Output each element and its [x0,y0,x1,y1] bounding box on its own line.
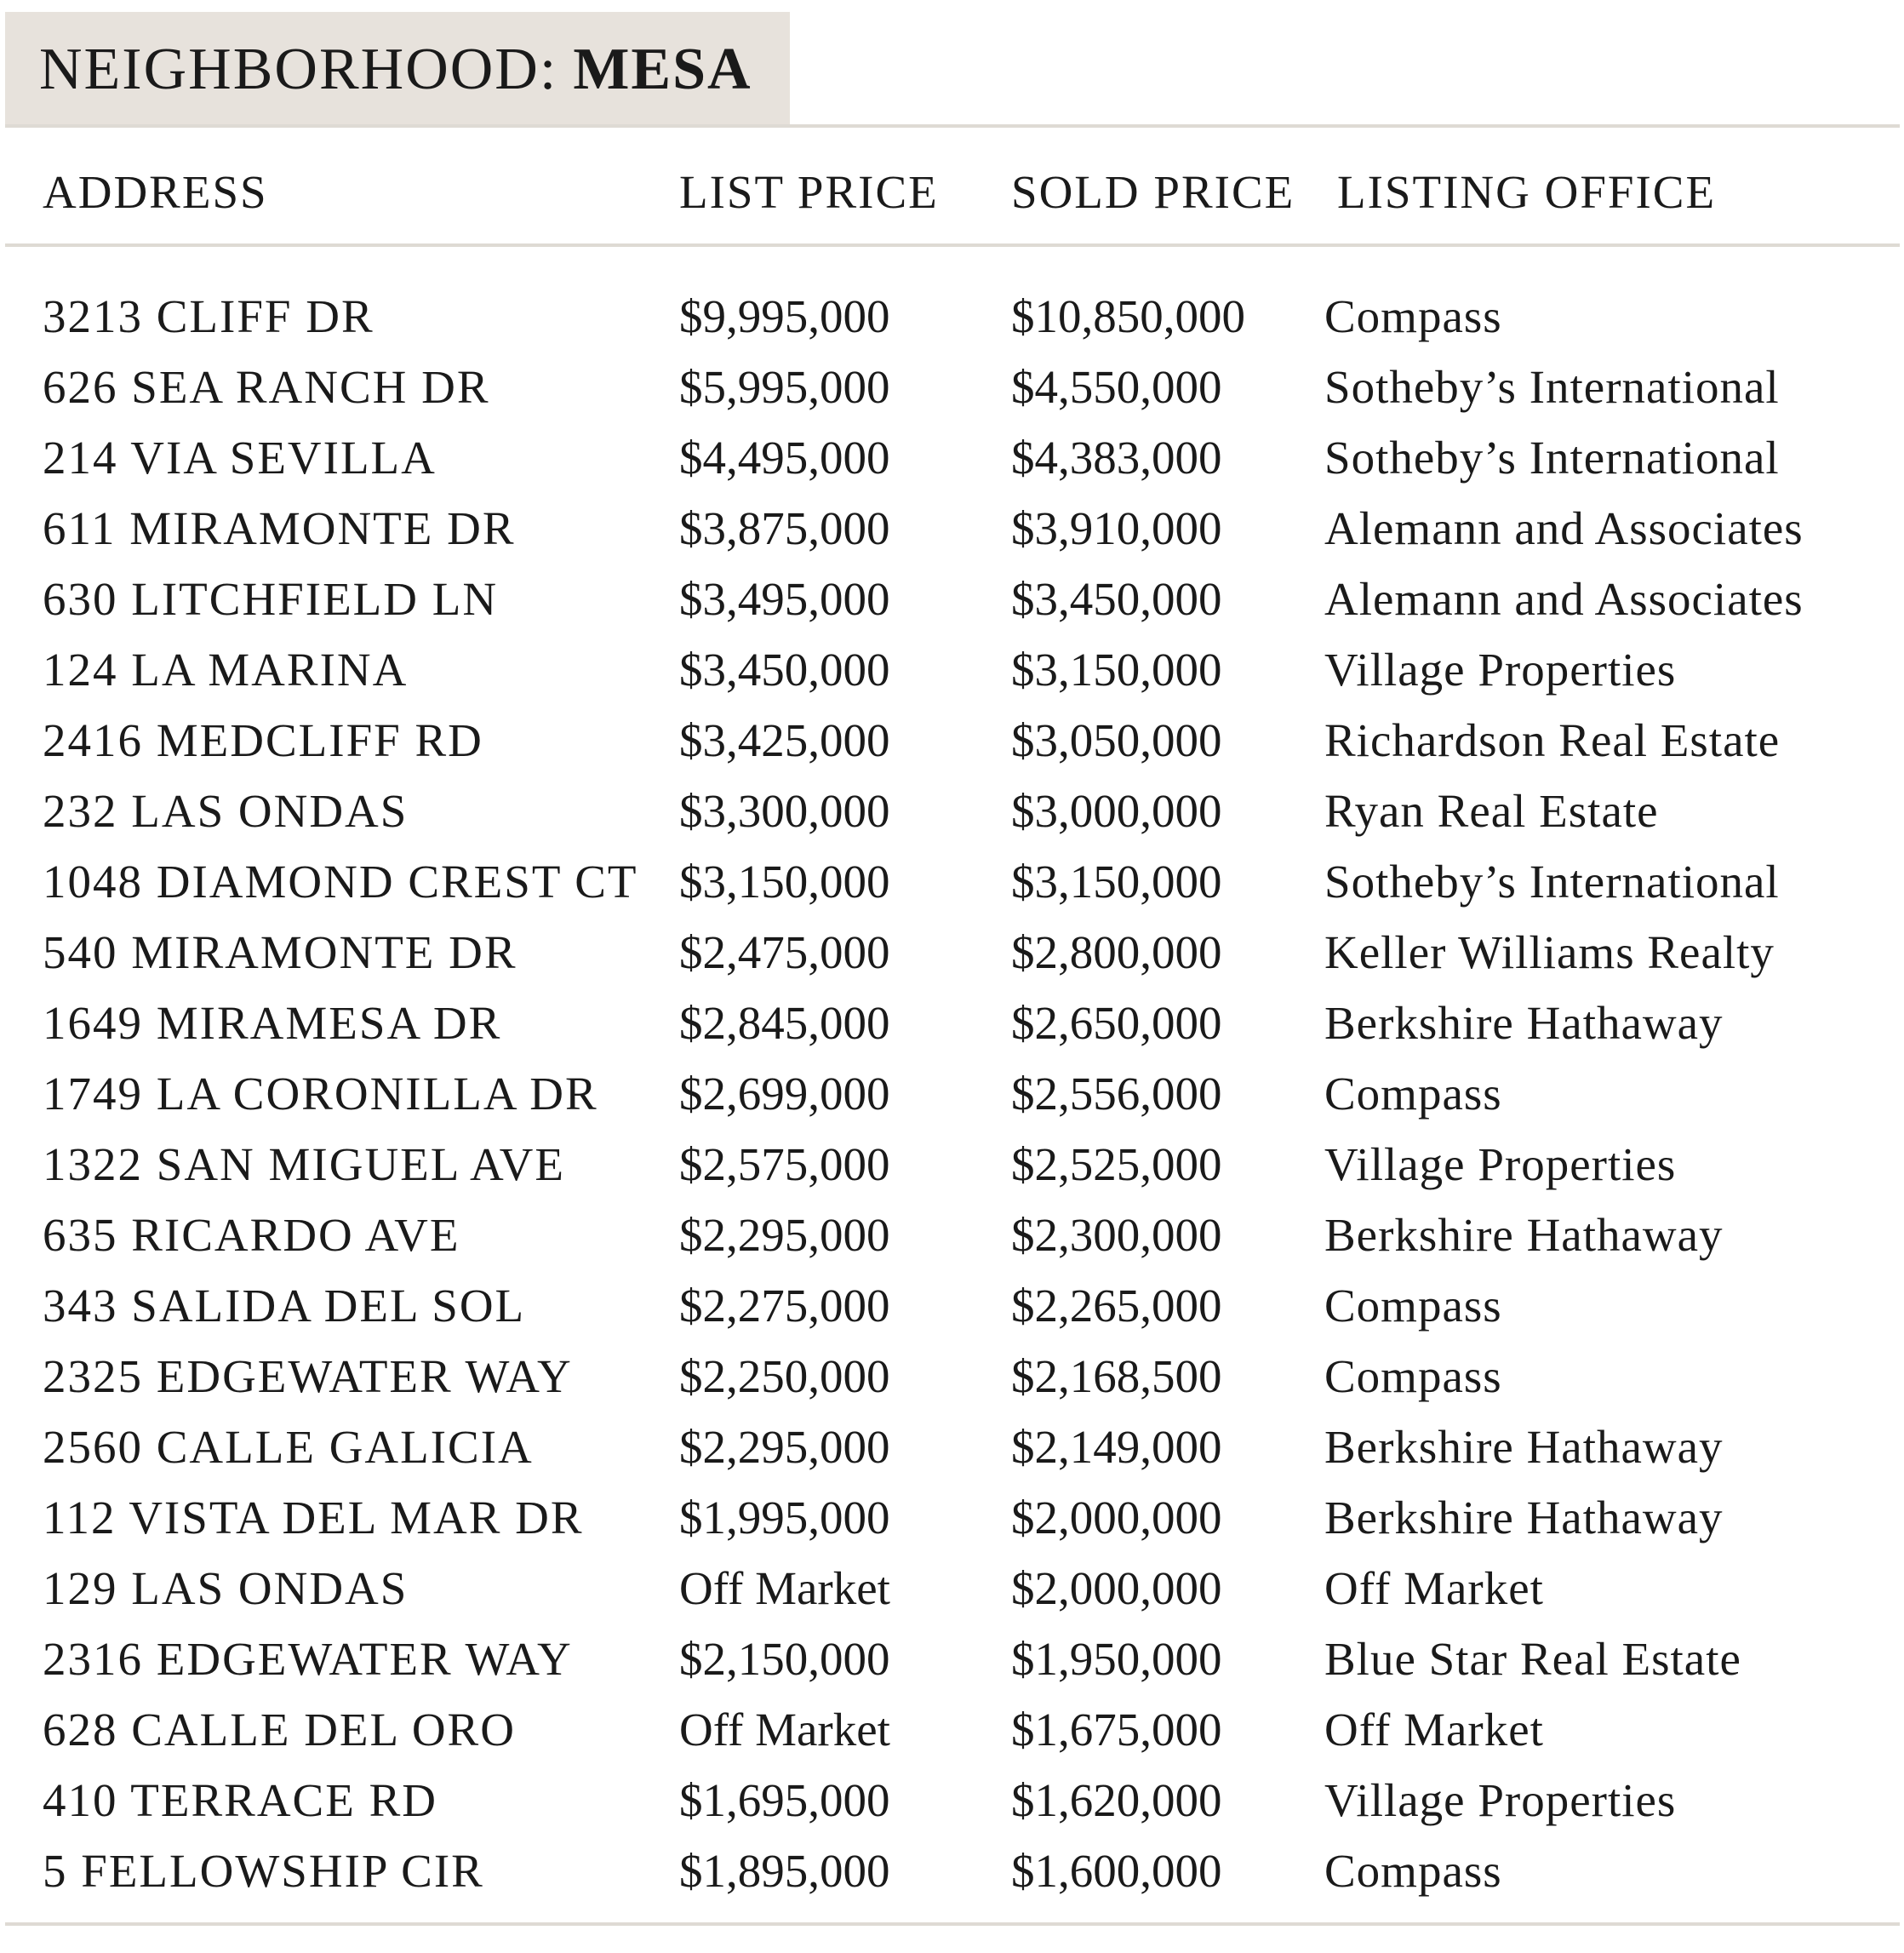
cell-listing-office: Village Properties [1324,1138,1677,1190]
cell-address: 540 MIRAMONTE DR [43,926,517,978]
cell-list-price: $5,995,000 [679,361,890,413]
table-row [0,1058,1904,1129]
table-row [0,1765,1904,1836]
cell-list-price: $3,150,000 [679,856,890,908]
cell-listing-office: Off Market [1324,1704,1544,1755]
table-row [0,1412,1904,1482]
cell-list-price: $3,425,000 [679,714,890,766]
cell-sold-price: $2,168,500 [1011,1350,1222,1402]
cell-listing-office: Keller Williams Realty [1324,926,1775,978]
table-row [0,564,1904,634]
cell-address: 129 LAS ONDAS [43,1562,409,1614]
cell-sold-price: $2,149,000 [1011,1421,1222,1473]
cell-listing-office: Compass [1324,1845,1502,1897]
table-row [0,1482,1904,1553]
table-row [0,1624,1904,1694]
cell-listing-office: Village Properties [1324,1774,1677,1826]
table-row [0,281,1904,352]
cell-list-price: $1,995,000 [679,1492,890,1544]
header-sold-price: SOLD PRICE [1011,166,1295,218]
cell-sold-price: $4,383,000 [1011,432,1222,484]
cell-address: 343 SALIDA DEL SOL [43,1280,526,1332]
cell-list-price: Off Market [679,1562,890,1614]
table-row [0,1270,1904,1341]
cell-listing-office: Sotheby’s International [1324,361,1780,413]
table-row [0,1694,1904,1765]
cell-address: 112 VISTA DEL MAR DR [43,1492,584,1544]
cell-sold-price: $2,000,000 [1011,1492,1222,1544]
cell-listing-office: Alemann and Associates [1324,573,1804,625]
cell-listing-office: Blue Star Real Estate [1324,1633,1741,1685]
table-row [0,705,1904,776]
cell-listing-office: Compass [1324,290,1502,342]
cell-listing-office: Ryan Real Estate [1324,785,1659,837]
cell-sold-price: $3,450,000 [1011,573,1222,625]
table-row [0,1553,1904,1624]
cell-address: 1048 DIAMOND CREST CT [43,856,638,908]
cell-sold-price: $2,300,000 [1011,1209,1222,1261]
cell-address: 410 TERRACE RD [43,1774,437,1826]
cell-address: 124 LA MARINA [43,644,409,696]
cell-listing-office: Village Properties [1324,644,1677,696]
header-listing-office: LISTING OFFICE [1337,166,1717,218]
cell-list-price: $2,275,000 [679,1280,890,1332]
cell-sold-price: $4,550,000 [1011,361,1222,413]
cell-listing-office: Berkshire Hathaway [1324,1421,1724,1473]
cell-address: 630 LITCHFIELD LN [43,573,499,625]
cell-list-price: $9,995,000 [679,290,890,342]
cell-address: 232 LAS ONDAS [43,785,409,837]
table-row [0,1129,1904,1200]
table-row [0,776,1904,846]
cell-address: 3213 CLIFF DR [43,290,375,342]
cell-list-price: $3,495,000 [679,573,890,625]
cell-sold-price: $2,000,000 [1011,1562,1222,1614]
header-list-price: LIST PRICE [679,166,939,218]
cell-address: 611 MIRAMONTE DR [43,502,516,554]
cell-list-price: $3,450,000 [679,644,890,696]
table-row [0,634,1904,705]
cell-address: 628 CALLE DEL ORO [43,1704,516,1755]
cell-sold-price: $1,620,000 [1011,1774,1222,1826]
cell-listing-office: Sotheby’s International [1324,856,1780,908]
cell-sold-price: $1,600,000 [1011,1845,1222,1897]
cell-address: 635 RICARDO AVE [43,1209,460,1261]
cell-listing-office: Sotheby’s International [1324,432,1780,484]
cell-sold-price: $2,556,000 [1011,1068,1222,1120]
cell-list-price: $3,300,000 [679,785,890,837]
cell-address: 214 VIA SEVILLA [43,432,437,484]
cell-sold-price: $1,675,000 [1011,1704,1222,1755]
cell-sold-price: $2,265,000 [1011,1280,1222,1332]
cell-address: 1322 SAN MIGUEL AVE [43,1138,565,1190]
cell-sold-price: $10,850,000 [1011,290,1245,342]
cell-sold-price: $1,950,000 [1011,1633,1222,1685]
cell-sold-price: $3,050,000 [1011,714,1222,766]
table-row [0,1836,1904,1906]
cell-address: 2416 MEDCLIFF RD [43,714,483,766]
cell-list-price: $3,875,000 [679,502,890,554]
cell-sold-price: $3,150,000 [1011,856,1222,908]
cell-listing-office: Alemann and Associates [1324,502,1804,554]
cell-list-price: $2,150,000 [679,1633,890,1685]
cell-address: 1649 MIRAMESA DR [43,997,502,1049]
cell-listing-office: Compass [1324,1280,1502,1332]
cell-listing-office: Off Market [1324,1562,1544,1614]
cell-listing-office: Berkshire Hathaway [1324,1209,1724,1261]
cell-sold-price: $3,910,000 [1011,502,1222,554]
title-neighborhood-name: MESA [573,37,752,102]
cell-list-price: $2,295,000 [679,1209,890,1261]
cell-address: 1749 LA CORONILLA DR [43,1068,598,1120]
cell-listing-office: Berkshire Hathaway [1324,1492,1724,1544]
cell-listing-office: Berkshire Hathaway [1324,997,1724,1049]
cell-list-price: $2,699,000 [679,1068,890,1120]
cell-list-price: $2,845,000 [679,997,890,1049]
bottom-divider [5,1922,1900,1926]
cell-list-price: $4,495,000 [679,432,890,484]
cell-listing-office: Compass [1324,1350,1502,1402]
cell-listing-office: Richardson Real Estate [1324,714,1781,766]
cell-list-price: $2,250,000 [679,1350,890,1402]
cell-list-price: Off Market [679,1704,890,1755]
cell-address: 2325 EDGEWATER WAY [43,1350,573,1402]
cell-list-price: $2,475,000 [679,926,890,978]
cell-sold-price: $2,650,000 [1011,997,1222,1049]
table-row [0,1200,1904,1270]
table-row [0,493,1904,564]
cell-sold-price: $2,525,000 [1011,1138,1222,1190]
cell-address: 2560 CALLE GALICIA [43,1421,534,1473]
table-row [0,1341,1904,1412]
cell-list-price: $1,895,000 [679,1845,890,1897]
cell-address: 2316 EDGEWATER WAY [43,1633,573,1685]
table-row [0,846,1904,917]
cell-sold-price: $3,000,000 [1011,785,1222,837]
table-row [0,917,1904,988]
title-label: NEIGHBORHOOD: [39,37,558,102]
cell-sold-price: $3,150,000 [1011,644,1222,696]
table-row [0,988,1904,1058]
cell-listing-office: Compass [1324,1068,1502,1120]
cell-address: 5 FELLOWSHIP CIR [43,1845,484,1897]
table-row [0,422,1904,493]
cell-list-price: $2,295,000 [679,1421,890,1473]
cell-list-price: $2,575,000 [679,1138,890,1190]
cell-list-price: $1,695,000 [679,1774,890,1826]
cell-address: 626 SEA RANCH DR [43,361,490,413]
table-row [0,352,1904,422]
header-address: ADDRESS [43,166,268,218]
cell-sold-price: $2,800,000 [1011,926,1222,978]
